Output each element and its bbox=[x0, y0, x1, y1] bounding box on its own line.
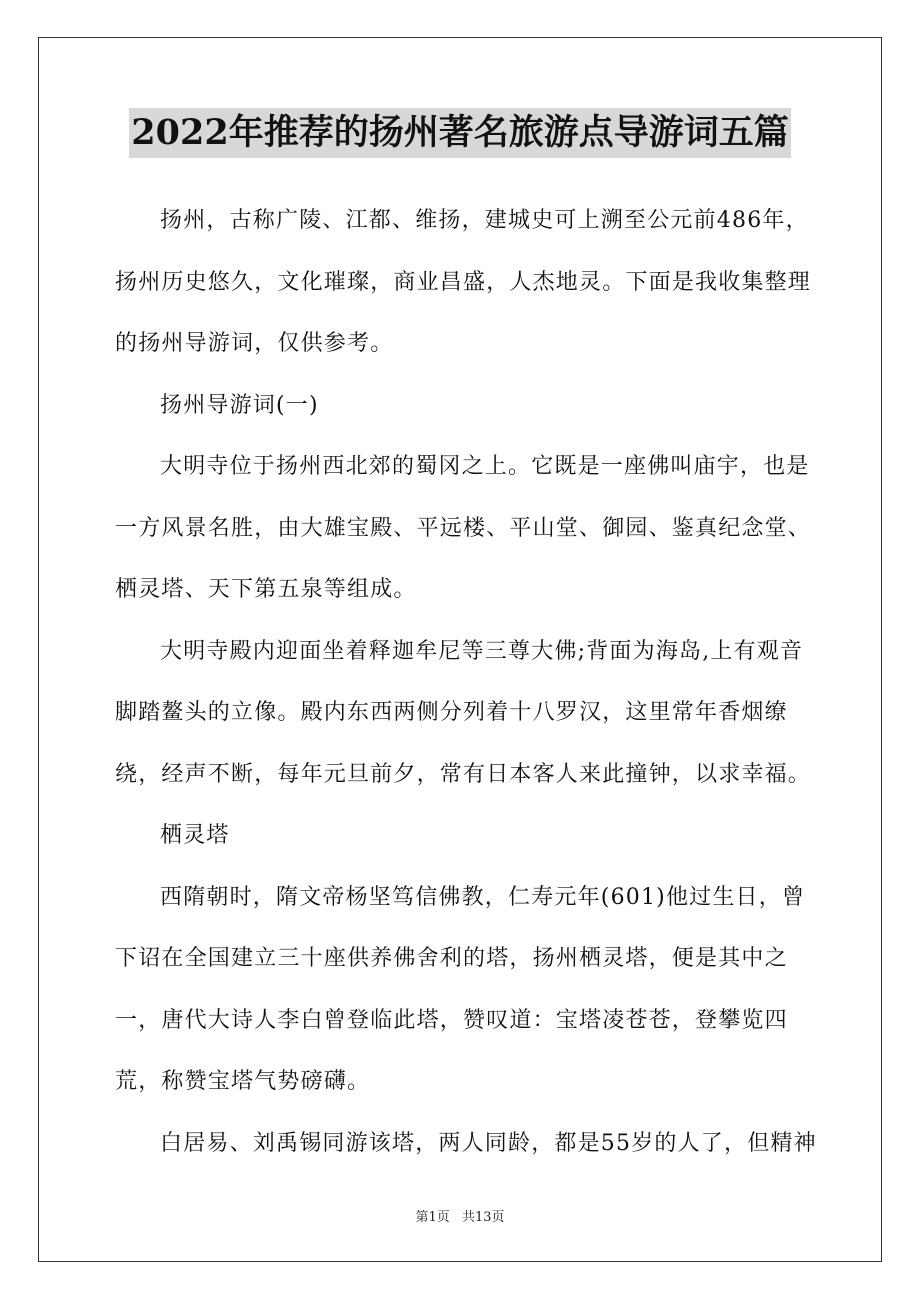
paragraph-bai-juyi: 白居易、刘禹锡同游该塔，两人同龄，都是55岁的人了，但精神 bbox=[160, 1130, 817, 1156]
title-container bbox=[0, 108, 920, 158]
paragraph-intro: 扬州，古称广陵、江都、维扬，建城史可上溯至公元前486年，扬州历史悠久，文化璀璨，商业昌盛，人杰地灵。下面是我收集整理的扬州导游词，仅供参考。 bbox=[115, 208, 812, 356]
document-title: 2022年推荐的扬州著名旅游点导游词五篇 bbox=[129, 108, 790, 158]
paragraph-temple-hall: 大明寺殿内迎面坐着释迦牟尼等三尊大佛;背面为海岛,上有观音脚踏鳌头的立像。殿内东西两侧分列着十八罗汉，这里常年香烟缭绕，经声不断，每年元旦前夕，常有日本客人来此撞钟，以求幸福。 bbox=[115, 638, 812, 787]
document-body bbox=[115, 190, 820, 1174]
page-total: 共13页 bbox=[461, 1210, 505, 1225]
page-number: 第1页 bbox=[415, 1210, 450, 1225]
section-heading-qiling-pagoda: 栖灵塔 bbox=[160, 823, 230, 848]
paragraph-daming-temple: 大明寺位于扬州西北郊的蜀冈之上。它既是一座佛叫庙宇，也是一方风景名胜，由大雄宝殿、平远楼、平山堂、御园、鉴真纪念堂、栖灵塔、天下第五泉等组成。 bbox=[115, 454, 812, 602]
page-footer bbox=[0, 1206, 920, 1225]
section-heading-1: 扬州导游词(一) bbox=[160, 392, 319, 418]
paragraph-qiling-history: 西隋朝时，隋文帝杨坚笃信佛教，仁寿元年(601)他过生日，曾下诏在全国建立三十座供养佛舍利的塔，扬州栖灵塔，便是其中之一，唐代大诗人李白曾登临此塔，赞叹道：宝塔凌苍苍，登攀览四荒，称赞宝塔气势磅礴。 bbox=[115, 884, 806, 1094]
